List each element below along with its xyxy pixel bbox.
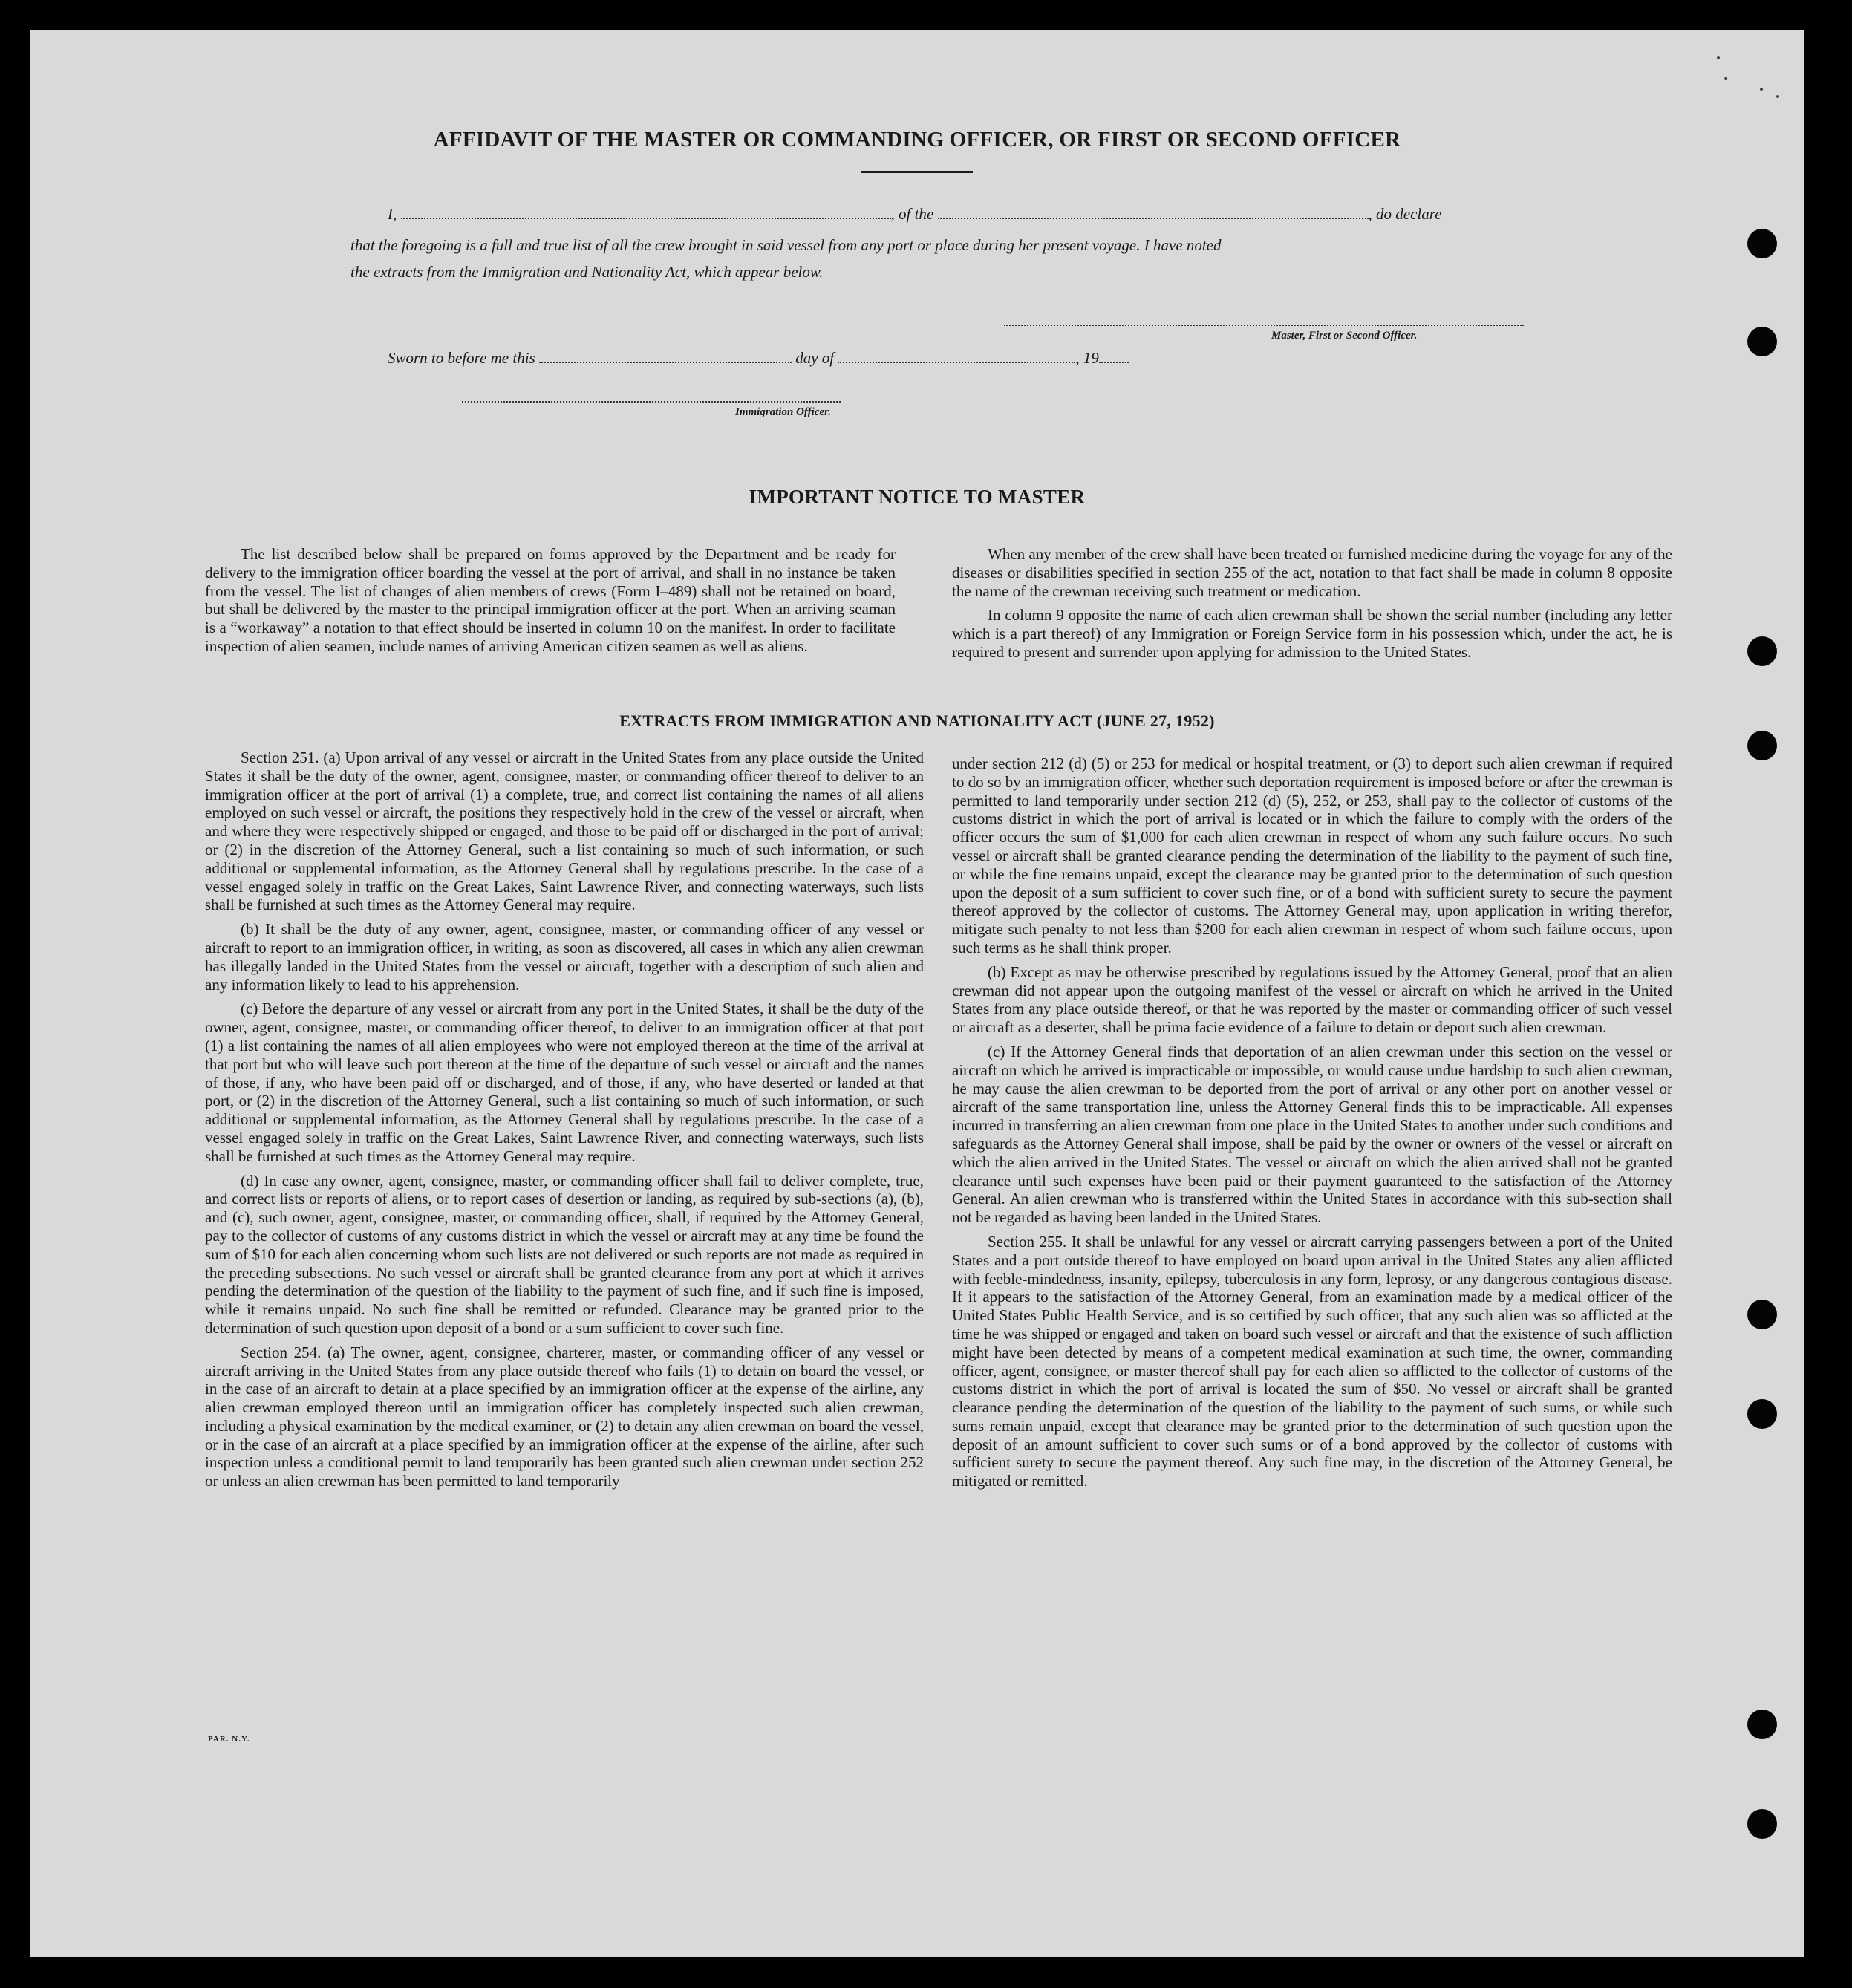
section-254-b: (b) Except as may be otherwise prescribed by regulations issued by the Attorney General, proof that an alien crewman did not appear upon the outgoing manifest of the vessel or aircraft on which he arrived in the United States from any place outside thereof, or that he was reported by the master or commanding officer of such vessel or aircraft as a deserter, shall be prima facie evidence of a failure to detain or deport such alien crewman. [952,962,1672,1037]
affidavit-line-3: the extracts from the Immigration and Nationality Act, which appear below. [350,263,824,281]
vessel-blank[interactable] [938,217,1369,219]
master-signature-line[interactable] [1004,325,1524,326]
of-the-label: , of the [890,205,934,223]
scan-speck [1717,56,1720,59]
scan-speck [1724,77,1727,80]
document-page [30,30,1804,1957]
extracts-title: EXTRACTS FROM IMMIGRATION AND NATIONALITY ACT (JUNE 27, 1952) [619,711,1215,730]
officer-caption: Immigration Officer. [735,406,831,418]
section-251-c: (c) Before the departure of any vessel or aircraft from any port in the United States, it shall be the duty of the owner, agent, consignee, master, or commanding officer thereof, to deliver to an immigration officer at that port (1) a list containing the names of all alien employees who were not employed thereon at the time of the arrival at that port but who will leave such port thereon at the time of the departure of such vessel or aircraft and the names of those, if any, who have been paid off or discharged, and of those, if any, who have deserted or landed at that port, or (2) in the discretion of the Attorney General, such a list containing so much of such information, or such additional or supplemental information, as the Attorney General shall by regulations prescribe. In the case of a vessel engaged solely in traffic on the Great Lakes, Saint Lawrence River, and connecting waterways, such lists shall be furnished at such times as the Attorney General may require. [205,1000,924,1165]
section-254-a-continued: under section 212 (d) (5) or 253 for medical or hospital treatment, or (3) to deport such alien crewman if required to do so by an immigration officer, whether such deportation requirement is imposed before or after the crewman is permitted to land temporarily under section 212 (d) (5), 252, or 253, shall pay to the collector of customs of the customs district in which the port of arrival is located or in which the failure to comply with the orders of the officer occurs the sum of $1,000 for each alien crewman in respect of whom any such failure occurs. No such vessel or aircraft shall be granted clearance pending the determination of the liability to the payment of such fine, or while the fine remains unpaid, except the clearance may be granted prior to the determination of such question upon the deposit of a sum sufficient to cover such fine, or of a bond with sufficient surety to secure the payment thereof approved by the collector of customs. The Attorney General may, upon application in writing therefor, mitigate such penalty to not less than $200 for each alien crewman in respect of whom such failure occurs, upon such terms as he shall think proper. [952,755,1672,956]
notice-left-paragraph: The list described below shall be prepared on forms approved by the Department and be ready for delivery to the immigration officer boarding the vessel at the port of arrival, and shall in no instance be taken from the vessel. The list of changes of alien members of crews (Form I–489) shall not be retained on board, but shall be delivered by the master to the principal immigration officer at the port. When an arriving seaman is a “workaway” a notation to that effect should be inserted in column 10 on the manifest. In order to facilitate inspection of alien seamen, include names of arriving American citizen seamen as well as aliens. [205,545,896,655]
binder-hole [1747,1710,1777,1739]
officer-signature-line[interactable] [462,401,841,403]
section-254-a: Section 254. (a) The owner, agent, consignee, charterer, master, or commanding officer of any vessel or aircraft arriving in the United States from any place outside thereof who fails (1) to detain on board the vessel, or in the case of an aircraft to detain at a place specified by an immigration officer at the expense of the airline, any alien crewman employed thereon until an immigration officer has completely inspected such alien crewman, including a physical examination by the medical examiner, or (2) to detain any alien crewman on board the vessel, or in the case of an aircraft at a place specified by an immigration officer at the expense of the airline, after such inspection unless a conditional permit to land temporarily has been granted such alien crewman under section 252 or unless an alien crewman has been permitted to land temporarily [205,1343,924,1490]
notice-right-paragraph-1: When any member of the crew shall have been treated or furnished medicine during the voyage for any of the diseases or disabilities specified in section 255 of the act, notation to that fact shall be made in column 8 opposite the name of the crewman receiving such treatment or medication. [952,545,1672,600]
binder-hole [1747,731,1777,760]
notice-right-paragraph-2: In column 9 opposite the name of each alien crewman shall be shown the serial number (including any letter which is a part thereof) of any Immigration or Foreign Service form in his possession which, under the act, he is required to present and surrender upon applying for admission to the United States. [952,606,1672,661]
printer-mark: PAR. N.Y. [208,1735,250,1744]
do-declare-label: , do declare [1368,205,1442,223]
binder-hole [1747,1809,1777,1839]
master-caption: Master, First or Second Officer. [1271,330,1418,342]
binder-hole [1747,1399,1777,1429]
section-251-b: (b) It shall be the duty of any owner, agent, consignee, master, or commanding officer of any vessel or aircraft to report to an immigration officer, in writing, as soon as discovered, all cases in which any alien crewman has illegally landed in the United States from the vessel or aircraft, together with a description of such alien and any information likely to lead to his apprehension. [205,920,924,994]
notice-left-column [205,545,896,662]
year-blank[interactable] [1099,361,1129,363]
sworn-line [388,349,1129,368]
section-251-a: Section 251. (a) Upon arrival of any vessel or aircraft in the United States from any place outside the United States it shall be the duty of the owner, agent, consignee, master, or commanding officer thereof to deliver to an immigration officer at the port of arrival (1) a complete, true, and correct list containing the names of all aliens employed on such vessel or aircraft, the positions they respectively hold in the crew of the vessel or aircraft, when and where they were respectively shipped or engaged, and those to be paid off or discharged in the port of arrival; or (2) in the discretion of the Attorney General, such a list containing so much of such information, or such additional or supplemental information, as the Attorney General shall by regulations prescribe. In the case of a vessel engaged solely in traffic on the Great Lakes, Saint Lawrence River, and connecting waterways, such lists shall be furnished at such times as the Attorney General may require. [205,749,924,914]
extracts-left-column [205,749,924,1496]
affidavit-title: AFFIDAVIT OF THE MASTER OR COMMANDING OFFICER, OR FIRST OR SECOND OFFICER [433,128,1401,151]
year-label: , 19 [1075,349,1099,367]
sworn-label: Sworn to before me this [388,349,535,367]
pronoun-i: I, [388,205,397,223]
binder-hole [1747,327,1777,356]
extracts-right-column [952,755,1672,1496]
section-255: Section 255. It shall be unlawful for any vessel or aircraft carrying passengers between a port of the United States and a port outside thereof to have employed on board upon arrival in the United States any alien afflicted with feeble-mindedness, insanity, epilepsy, tuberculosis in any form, leprosy, or any dangerous contagious disease. If it appears to the satisfaction of the Attorney General, from an examination made by a medical officer of the United States Public Health Service, and is so certified by such officer, that any such alien was so afflicted at the time he was shipped or engaged and taken on board such vessel or aircraft and that the existence of such affliction might have been detected by means of a competent medical examination at such time, the owner, commanding officer, agent, consignee, or master thereof shall pay for each alien so afflicted to the collector of customs of the customs district in which the port of arrival is located the sum of $50. No vessel or aircraft shall be granted clearance pending the determination of the question of the liability to the payment of such sums, or while such sums remain unpaid, except that clearance may be granted prior to the determination of such question upon the deposit of an amount sufficient to cover such sums or of a bond approved by the collector of customs with sufficient surety to secure the payment thereof. Any such fine may, in the discretion of the Attorney General, be mitigated or remitted. [952,1232,1672,1490]
section-254-c: (c) If the Attorney General finds that deportation of an alien crewman under this section on the vessel or aircraft on which he arrived is impracticable or impossible, or would cause undue hardship to such alien crewman, he may cause the alien crewman to be deported from the port of arrival or any other port on another vessel or aircraft of the same transportation line, unless the Attorney General finds this to be impracticable. All expenses incurred in transferring an alien crewman from one place in the United States to another under such conditions and safeguards as the Attorney General shall impose, shall be paid by the owner or owners of the vessel or aircraft on which the alien arrived in the United States. The vessel or aircraft on which the alien arrived shall not be granted clearance until such expenses have been paid or their payment guaranteed to the satisfaction of the Attorney General. An alien crewman who is transferred within the United States in accordance with this sub-section shall not be regarded as having been landed in the United States. [952,1042,1672,1227]
sworn-month-blank[interactable] [838,361,1075,363]
binder-hole [1747,229,1777,258]
affidavit-line-1 [388,205,1441,224]
title-rule [861,171,973,173]
scan-speck [1760,88,1763,91]
scan-speck [1776,95,1779,98]
name-blank[interactable] [401,217,891,219]
section-251-d: (d) In case any owner, agent, consignee, master, or commanding officer shall fail to deliver complete, true, and correct lists or reports of aliens, or to report cases of desertion or landing, as required by sub-sections (a), (b), and (c), such owner, agent, consignee, master, or commanding officer, shall, if required by the Attorney General, pay to the collector of customs of any customs district in which the vessel or aircraft may at any time be found the sum of $10 for each alien concerning whom such lists are not delivered or such reports are not made as required in the preceding subsections. No such vessel or aircraft shall be granted clearance from any port at which it arrives pending the determination of the question of the liability to the payment of such fine, and if such fine is imposed, while it remains unpaid. No such fine shall be remitted or refunded. Clearance may be granted prior to the determination of such question upon deposit of a bond or a sum sufficient to cover such fine. [205,1171,924,1337]
binder-hole [1747,1300,1777,1329]
notice-title: IMPORTANT NOTICE TO MASTER [749,486,1086,508]
notice-right-column [952,545,1672,668]
sworn-day-blank[interactable] [539,361,792,363]
day-of-label: day of [795,349,835,367]
binder-hole [1747,636,1777,666]
affidavit-line-2: that the foregoing is a full and true list of all the crew brought in said vessel from any port or place during her present voyage. I have noted [350,236,1222,254]
